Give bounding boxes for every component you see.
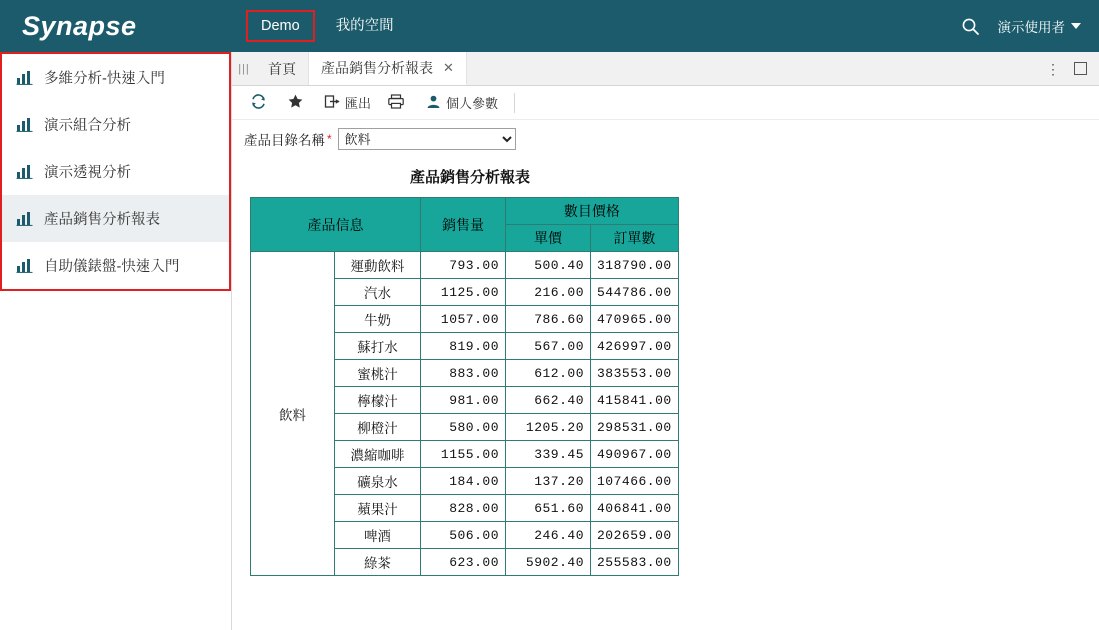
orders-cell: 298531.00 xyxy=(591,414,679,441)
sidebar-item-label: 演示透視分析 xyxy=(44,164,131,181)
product-cell: 綠茶 xyxy=(335,549,421,576)
category-cell: 飲料 xyxy=(251,252,335,576)
sidebar-item-pivot-analysis[interactable] xyxy=(2,148,229,195)
search-icon[interactable] xyxy=(960,15,982,37)
export-icon xyxy=(324,93,341,113)
chevron-down-icon xyxy=(1071,23,1081,29)
content-area xyxy=(232,52,1099,630)
bar-chart-icon xyxy=(16,69,33,85)
header-order-count: 訂單數 xyxy=(591,225,679,252)
top-nav-item-myspace-label: 我的空間 xyxy=(335,17,394,34)
product-cell: 檸檬汁 xyxy=(335,387,421,414)
product-cell: 啤酒 xyxy=(335,522,421,549)
report-title: 產品銷售分析報表 xyxy=(409,169,530,186)
table-row xyxy=(251,252,679,279)
tab-product-sales-report[interactable] xyxy=(309,52,467,85)
sidebar-item-label: 產品銷售分析報表 xyxy=(44,211,160,228)
body xyxy=(0,52,1099,630)
product-sales-table xyxy=(250,197,679,576)
top-nav-item-myspace[interactable] xyxy=(323,12,407,41)
star-icon xyxy=(287,93,304,113)
product-cell: 運動飲料 xyxy=(335,252,421,279)
top-nav-item-demo-label: Demo xyxy=(261,17,300,34)
required-mark: * xyxy=(327,132,332,146)
price-cell: 651.60 xyxy=(506,495,591,522)
tab-strip xyxy=(232,52,1099,86)
price-cell: 5902.40 xyxy=(506,549,591,576)
brand-name: Synapse xyxy=(22,10,137,41)
qty-cell: 1125.00 xyxy=(421,279,506,306)
export-button-label: 匯出 xyxy=(345,96,372,111)
orders-cell: 490967.00 xyxy=(591,441,679,468)
orders-cell: 202659.00 xyxy=(591,522,679,549)
qty-cell: 623.00 xyxy=(421,549,506,576)
orders-cell: 406841.00 xyxy=(591,495,679,522)
product-cell: 蜜桃汁 xyxy=(335,360,421,387)
top-bar-right xyxy=(960,0,1099,52)
price-cell: 339.45 xyxy=(506,441,591,468)
orders-cell: 426997.00 xyxy=(591,333,679,360)
report-body xyxy=(232,156,1099,630)
orders-cell: 470965.00 xyxy=(591,306,679,333)
brand-logo[interactable] xyxy=(0,0,232,52)
parameter-label: 產品目錄名稱 xyxy=(244,133,325,148)
sidebar-item-multidim-analysis[interactable] xyxy=(2,54,229,101)
more-vertical-icon[interactable]: ⋮ xyxy=(1046,60,1060,77)
header-product-info: 產品信息 xyxy=(251,198,421,252)
product-cell: 柳橙汁 xyxy=(335,414,421,441)
qty-cell: 1057.00 xyxy=(421,306,506,333)
sidebar-item-self-service-dashboard[interactable] xyxy=(2,242,229,289)
bar-chart-icon xyxy=(16,210,33,226)
product-cell: 牛奶 xyxy=(335,306,421,333)
product-cell: 蘋果汁 xyxy=(335,495,421,522)
personal-params-button-label: 個人參數 xyxy=(446,96,499,111)
table-head xyxy=(251,198,679,252)
favorite-button[interactable] xyxy=(279,90,316,116)
qty-cell: 828.00 xyxy=(421,495,506,522)
price-cell: 216.00 xyxy=(506,279,591,306)
orders-cell: 544786.00 xyxy=(591,279,679,306)
bar-chart-icon xyxy=(16,257,33,273)
sidebar-item-label: 演示組合分析 xyxy=(44,117,131,134)
price-cell: 567.00 xyxy=(506,333,591,360)
product-cell: 濃縮咖啡 xyxy=(335,441,421,468)
price-cell: 500.40 xyxy=(506,252,591,279)
top-nav-item-demo[interactable] xyxy=(248,12,313,41)
sidebar-item-label: 自助儀錶盤-快速入門 xyxy=(44,258,180,275)
close-icon[interactable]: ✕ xyxy=(443,60,454,75)
qty-cell: 506.00 xyxy=(421,522,506,549)
toolbar-divider xyxy=(514,93,515,113)
qty-cell: 793.00 xyxy=(421,252,506,279)
sidebar xyxy=(0,52,232,630)
product-cell: 蘇打水 xyxy=(335,333,421,360)
qty-cell: 819.00 xyxy=(421,333,506,360)
table-header-row-1 xyxy=(251,198,679,225)
qty-cell: 883.00 xyxy=(421,360,506,387)
orders-cell: 383553.00 xyxy=(591,360,679,387)
price-cell: 1205.20 xyxy=(506,414,591,441)
price-cell: 137.20 xyxy=(506,468,591,495)
print-button[interactable] xyxy=(379,90,417,116)
refresh-button[interactable] xyxy=(242,90,279,116)
product-cell: 汽水 xyxy=(335,279,421,306)
tab-product-sales-report-label: 產品銷售分析報表 xyxy=(321,60,433,76)
table-body xyxy=(251,252,679,576)
personal-params-button[interactable] xyxy=(417,90,506,116)
sidebar-item-combination-analysis[interactable] xyxy=(2,101,229,148)
price-cell: 786.60 xyxy=(506,306,591,333)
sidebar-list xyxy=(0,52,231,291)
orders-cell: 107466.00 xyxy=(591,468,679,495)
tab-home[interactable] xyxy=(256,52,309,85)
header-sales-qty: 銷售量 xyxy=(421,198,506,252)
user-menu[interactable] xyxy=(998,16,1082,36)
product-cell: 礦泉水 xyxy=(335,468,421,495)
price-cell: 612.00 xyxy=(506,360,591,387)
price-cell: 246.40 xyxy=(506,522,591,549)
header-unit-price: 單價 xyxy=(506,225,591,252)
sidebar-item-label: 多維分析-快速入門 xyxy=(44,70,165,87)
orders-cell: 318790.00 xyxy=(591,252,679,279)
product-catalog-select[interactable] xyxy=(338,128,516,150)
export-button[interactable] xyxy=(316,90,379,116)
top-bar xyxy=(0,0,1099,52)
user-menu-label: 演示使用者 xyxy=(997,20,1065,35)
maximize-icon[interactable] xyxy=(1074,62,1087,75)
tab-strip-right xyxy=(1046,52,1099,85)
sidebar-item-product-sales-report[interactable] xyxy=(2,195,229,242)
refresh-icon xyxy=(250,93,267,113)
parameter-row xyxy=(232,120,1099,156)
header-amount-price: 數目價格 xyxy=(506,198,679,225)
report-toolbar xyxy=(232,86,1099,120)
price-cell: 662.40 xyxy=(506,387,591,414)
tab-home-label: 首頁 xyxy=(268,60,296,77)
bar-chart-icon xyxy=(16,163,33,179)
orders-cell: 415841.00 xyxy=(591,387,679,414)
qty-cell: 1155.00 xyxy=(421,441,506,468)
qty-cell: 184.00 xyxy=(421,468,506,495)
qty-cell: 981.00 xyxy=(421,387,506,414)
qty-cell: 580.00 xyxy=(421,414,506,441)
top-nav xyxy=(232,0,960,52)
grip-icon[interactable]: ||| xyxy=(238,62,250,75)
print-icon xyxy=(387,93,405,113)
user-params-icon xyxy=(425,93,442,113)
bar-chart-icon xyxy=(16,116,33,132)
orders-cell: 255583.00 xyxy=(591,549,679,576)
